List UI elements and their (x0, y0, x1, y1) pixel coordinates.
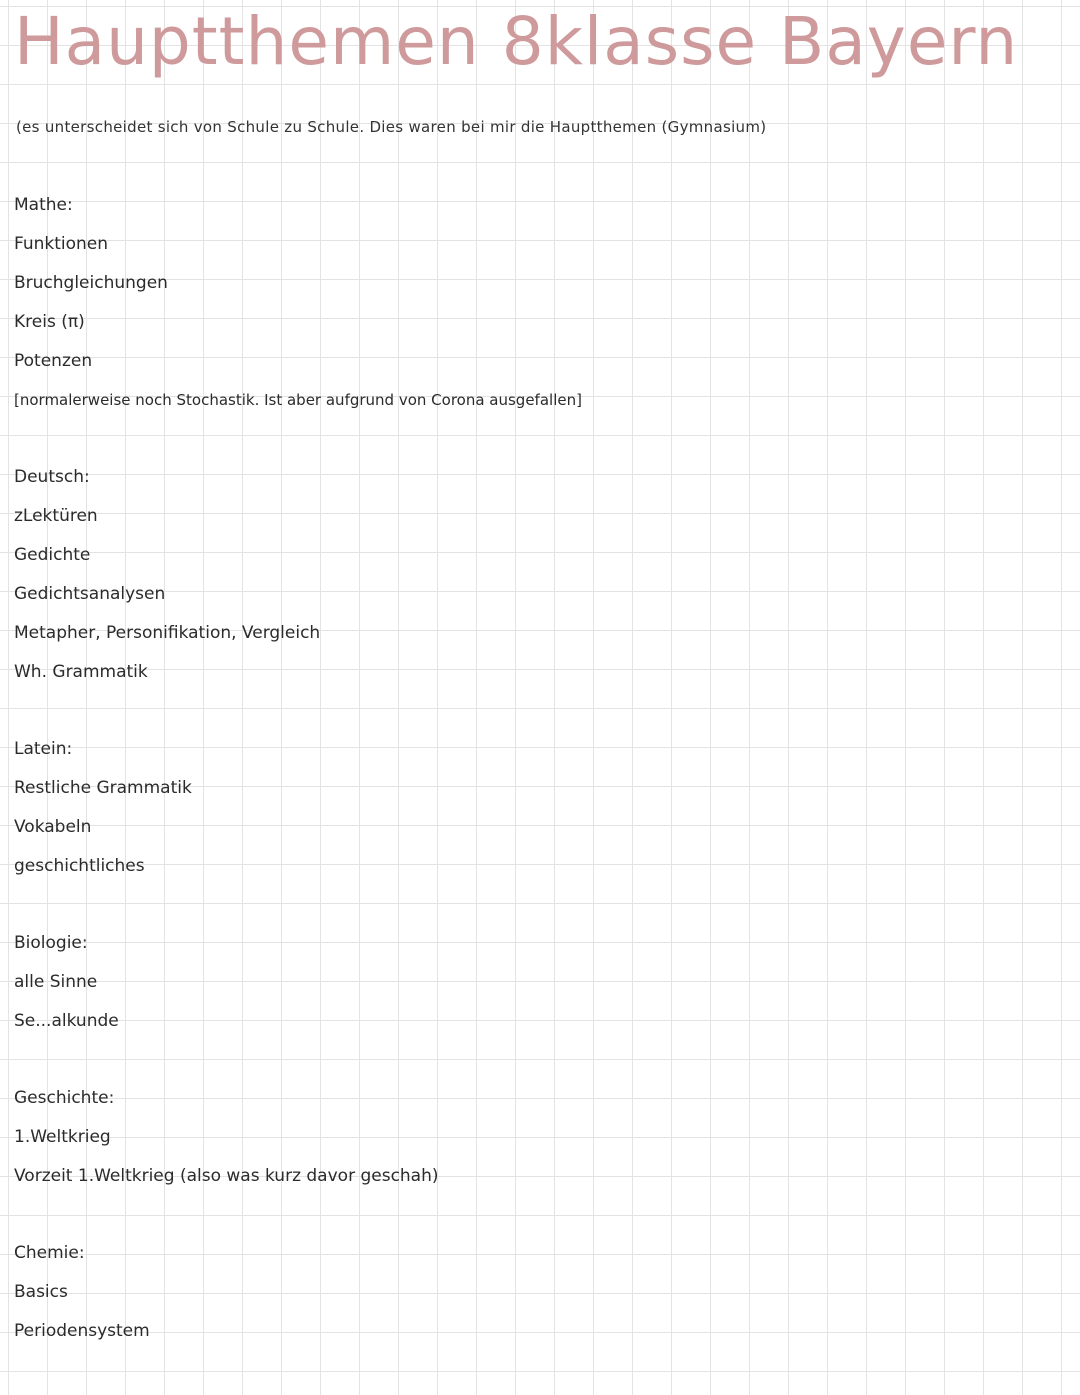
section-chemie (14, 1234, 150, 1351)
section-biologie (14, 924, 119, 1041)
section-heading: Biologie: (14, 933, 88, 953)
list-item: Vokabeln (14, 817, 92, 837)
section-heading: Mathe: (14, 195, 73, 215)
list-item: Gedichte (14, 545, 91, 565)
topic-list (14, 225, 582, 420)
section-heading: Latein: (14, 739, 73, 759)
topic-list (14, 963, 119, 1041)
list-item: [normalerweise noch Stochastik. Ist aber aufgrund von Corona ausgefallen] (14, 391, 582, 409)
list-item: Funktionen (14, 234, 109, 254)
topic-list (14, 1118, 439, 1196)
list-item: Se...alkunde (14, 1011, 119, 1031)
list-item: Gedichtsanalysen (14, 584, 166, 604)
list-item: 1.Weltkrieg (14, 1127, 111, 1147)
topic-list (14, 497, 320, 692)
list-item: alle Sinne (14, 972, 98, 992)
section-heading: Chemie: (14, 1243, 85, 1263)
section-mathe (14, 186, 582, 420)
list-item: Restliche Grammatik (14, 778, 192, 798)
list-item: Vorzeit 1.Weltkrieg (also was kurz davor geschah) (14, 1166, 439, 1186)
list-item: Metapher, Personifikation, Vergleich (14, 623, 321, 643)
list-item: Kreis (π) (14, 312, 85, 332)
list-item: Wh. Grammatik (14, 662, 148, 682)
list-item: Periodensystem (14, 1321, 150, 1341)
topic-list (14, 1273, 150, 1351)
section-heading: Geschichte: (14, 1088, 115, 1108)
section-latein (14, 730, 192, 886)
section-deutsch (14, 458, 320, 692)
topic-list (14, 769, 192, 886)
list-item: geschichtliches (14, 856, 145, 876)
list-item: Bruchgleichungen (14, 273, 168, 293)
section-heading: Deutsch: (14, 467, 90, 487)
section-geschichte (14, 1079, 439, 1196)
list-item: Basics (14, 1282, 68, 1302)
list-item: Potenzen (14, 351, 93, 371)
list-item: zLektüren (14, 506, 98, 526)
page-title: Hauptthemen 8klasse Bayern (14, 3, 1019, 80)
intro-note: (es unterscheidet sich von Schule zu Schule. Dies waren bei mir die Hauptthemen (Gymnasium) (16, 118, 767, 136)
